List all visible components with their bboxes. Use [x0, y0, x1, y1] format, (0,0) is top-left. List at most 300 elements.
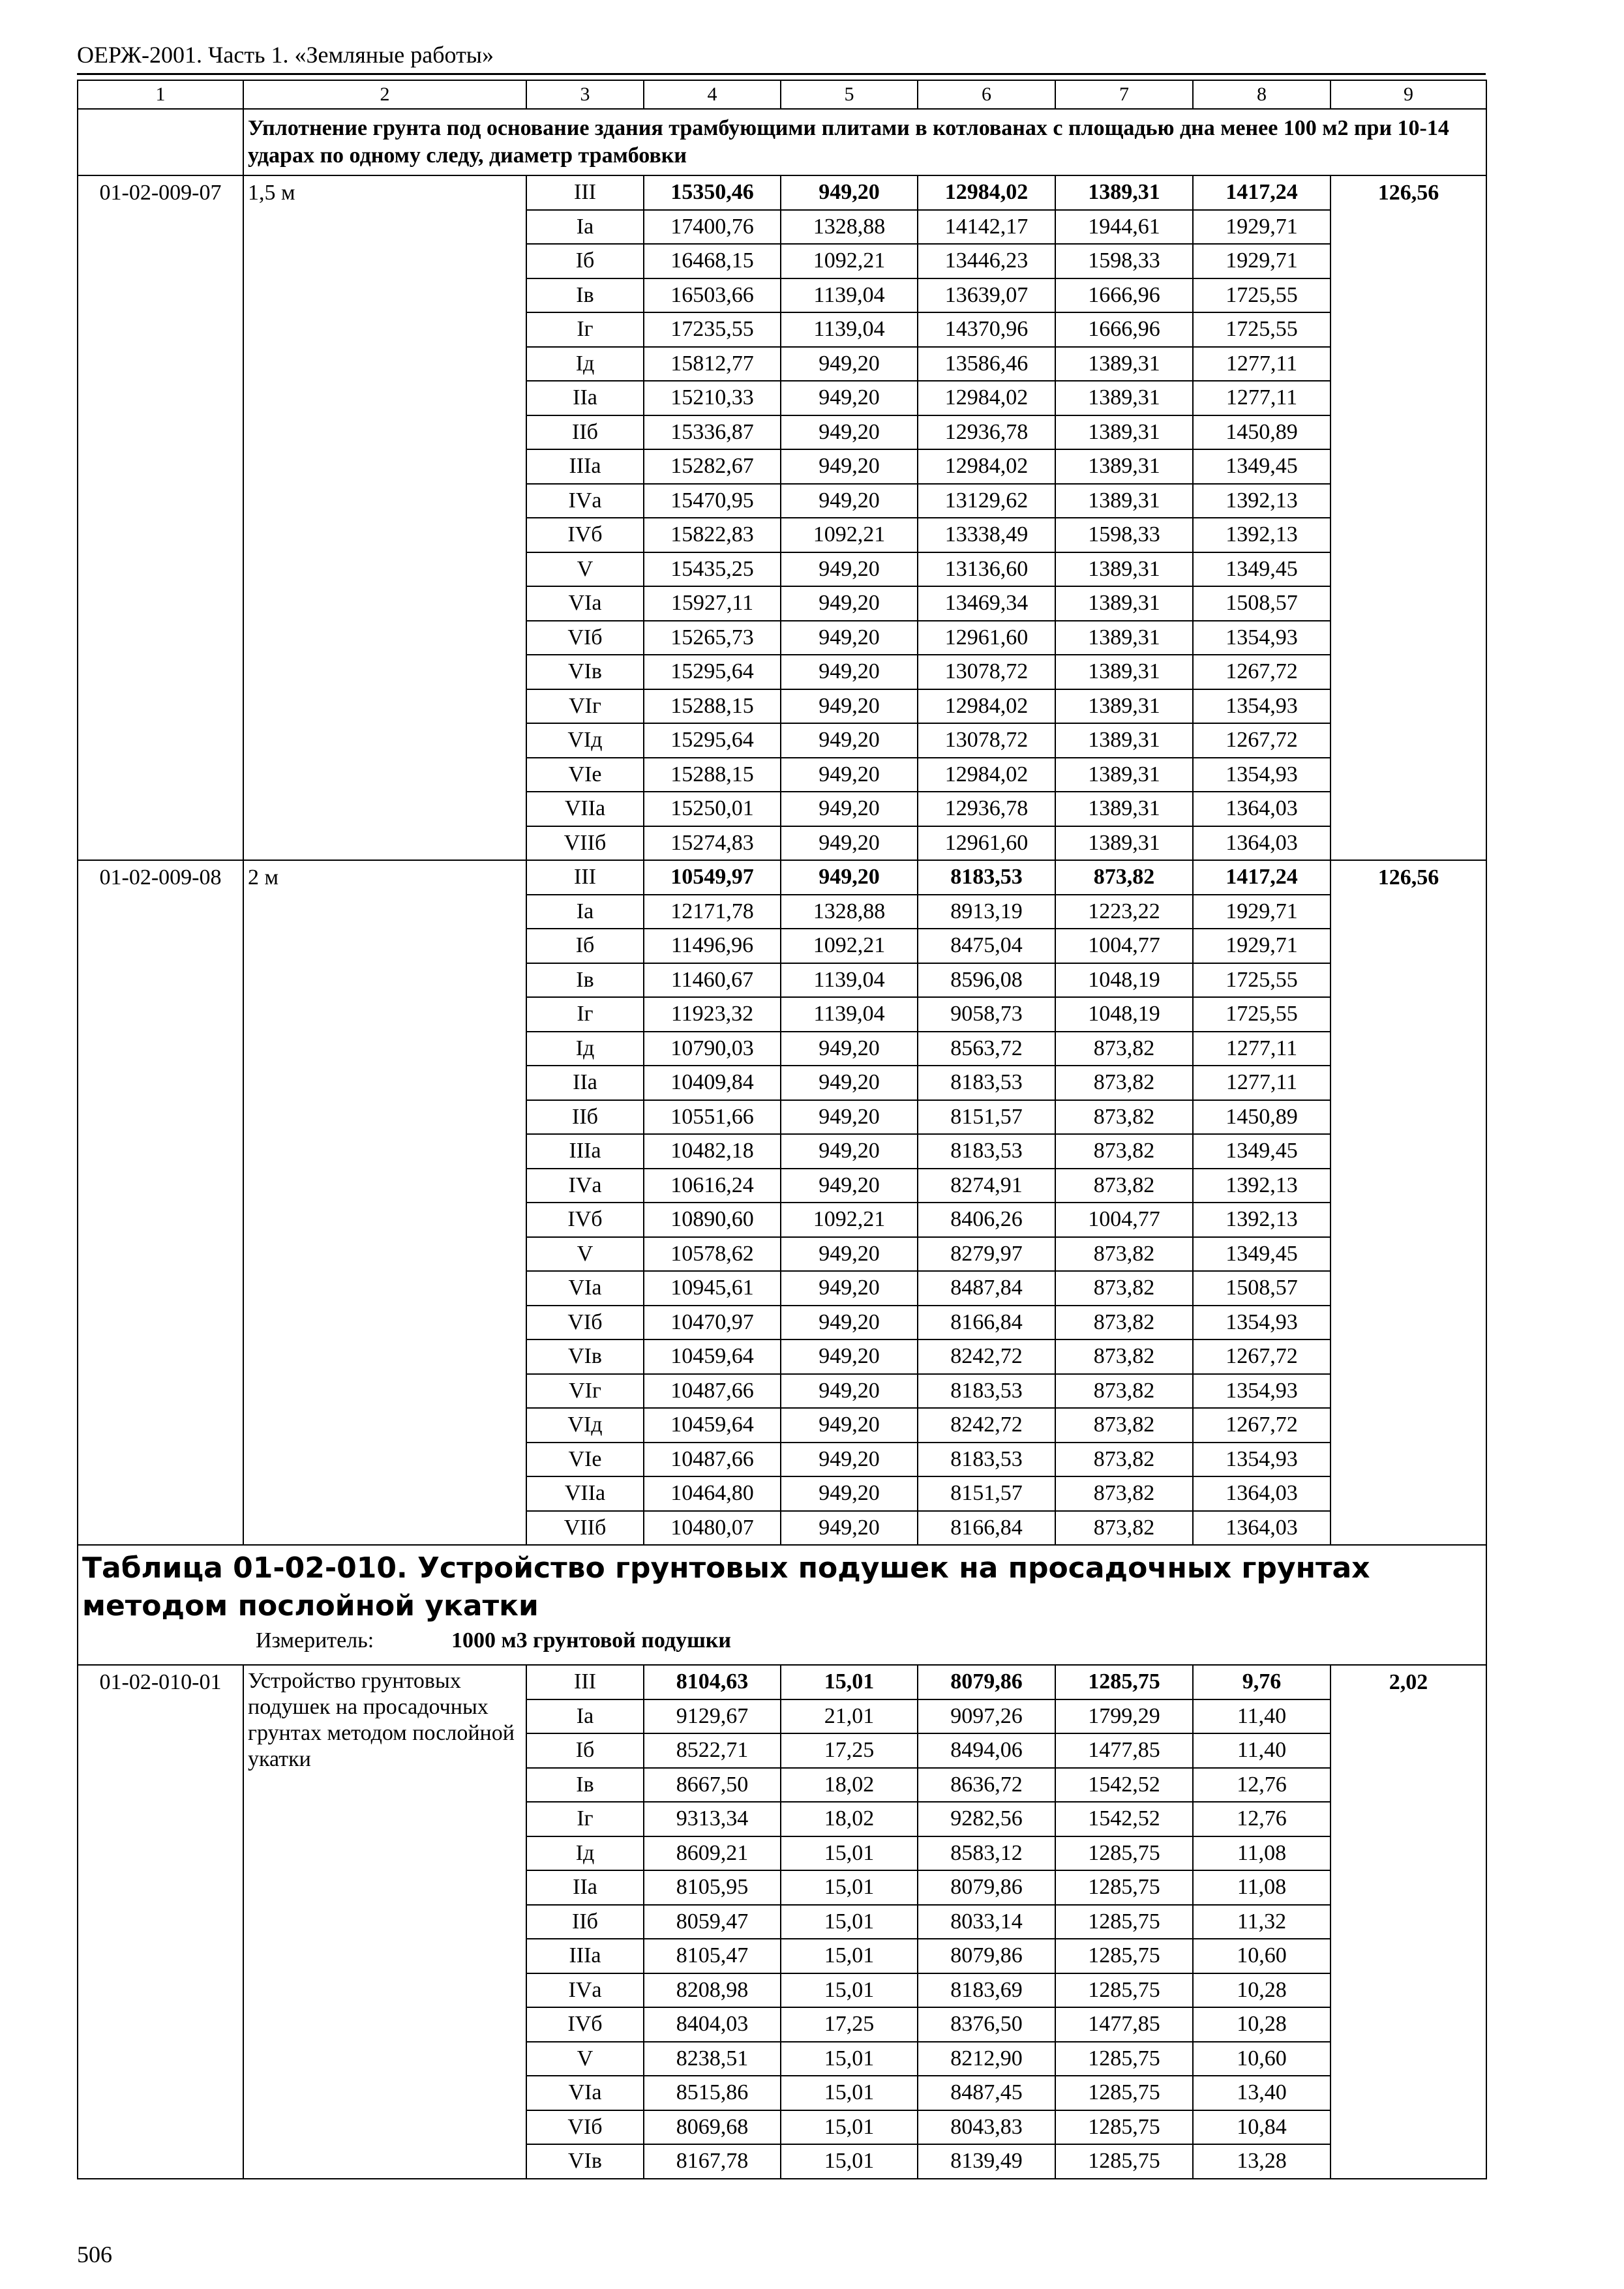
value-cell: 1285,75 — [1055, 2076, 1193, 2110]
table-title-block — [78, 1545, 1486, 1665]
zone-cell: VIIа — [526, 1476, 644, 1511]
zone-cell: V — [526, 1237, 644, 1272]
value-cell: 15282,67 — [644, 449, 781, 484]
value-cell: 949,20 — [781, 1339, 918, 1374]
value-cell: 15265,73 — [644, 621, 781, 655]
value-cell: 1929,71 — [1193, 244, 1331, 278]
zone-cell: IIа — [526, 381, 644, 415]
value-cell: 1725,55 — [1193, 312, 1331, 347]
value-cell: 15470,95 — [644, 484, 781, 518]
value-cell: 10464,80 — [644, 1476, 781, 1511]
value-cell: 17235,55 — [644, 312, 781, 347]
value-cell: 949,20 — [781, 1374, 918, 1409]
value-cell: 13,40 — [1193, 2076, 1331, 2110]
value-cell: 1542,52 — [1055, 1768, 1193, 1803]
value-cell: 10790,03 — [644, 1032, 781, 1066]
value-cell: 1364,03 — [1193, 792, 1331, 826]
column-number: 7 — [1055, 80, 1193, 109]
value-cell: 10480,07 — [644, 1511, 781, 1546]
zone-cell: VIб — [526, 2110, 644, 2145]
rate-name: Устройство грунтовых подушек на просадочных грунтах методом послойной укатки — [243, 1665, 526, 2179]
zone-cell: IIб — [526, 415, 644, 450]
value-cell: 1048,19 — [1055, 963, 1193, 998]
value-cell: 1389,31 — [1055, 175, 1193, 210]
value-cell: 873,82 — [1055, 1066, 1193, 1100]
value-cell: 16503,66 — [644, 278, 781, 313]
value-cell: 949,20 — [781, 347, 918, 382]
value-cell: 949,20 — [781, 860, 918, 895]
value-cell: 11923,32 — [644, 997, 781, 1032]
value-cell: 8183,53 — [918, 1066, 1055, 1100]
value-cell: 949,20 — [781, 1134, 918, 1169]
zone-cell: Iд — [526, 347, 644, 382]
table-row — [78, 175, 1486, 210]
measure-line — [256, 1628, 1482, 1654]
zone-cell: IIIа — [526, 1939, 644, 1973]
value-cell: 12,76 — [1193, 1802, 1331, 1836]
value-cell: 11,32 — [1193, 1905, 1331, 1939]
value-cell: 15336,87 — [644, 415, 781, 450]
value-cell: 949,20 — [781, 415, 918, 450]
value-cell: 8105,95 — [644, 1870, 781, 1905]
value-cell: 949,20 — [781, 723, 918, 758]
zone-cell: Iв — [526, 278, 644, 313]
value-cell: 8376,50 — [918, 2007, 1055, 2042]
value-cell: 949,20 — [781, 381, 918, 415]
value-cell: 1929,71 — [1193, 210, 1331, 245]
zone-cell: Iб — [526, 244, 644, 278]
value-cell: 8609,21 — [644, 1836, 781, 1871]
value-cell: 8166,84 — [918, 1306, 1055, 1340]
value-cell: 12,76 — [1193, 1768, 1331, 1803]
value-cell: 9097,26 — [918, 1699, 1055, 1734]
value-cell: 1092,21 — [781, 518, 918, 552]
value-cell: 8139,49 — [918, 2144, 1055, 2179]
zone-cell: Iв — [526, 1768, 644, 1803]
column-number: 9 — [1331, 80, 1486, 109]
value-cell: 1725,55 — [1193, 278, 1331, 313]
value-cell: 13129,62 — [918, 484, 1055, 518]
zone-cell: IIб — [526, 1100, 644, 1135]
value-cell: 1392,13 — [1193, 518, 1331, 552]
value-cell: 873,82 — [1055, 1134, 1193, 1169]
zone-cell: III — [526, 860, 644, 895]
value-cell: 1389,31 — [1055, 586, 1193, 621]
value-cell: 949,20 — [781, 1271, 918, 1306]
zone-cell: IVа — [526, 484, 644, 518]
value-cell: 8079,86 — [918, 1939, 1055, 1973]
zone-cell: IIIа — [526, 449, 644, 484]
value-cell: 11,40 — [1193, 1699, 1331, 1734]
value-cell: 1389,31 — [1055, 449, 1193, 484]
value-cell: 10487,66 — [644, 1443, 781, 1477]
value-cell: 10459,64 — [644, 1339, 781, 1374]
value-cell: 1285,75 — [1055, 2110, 1193, 2145]
value-cell: 1929,71 — [1193, 929, 1331, 963]
value-cell: 15,01 — [781, 1973, 918, 2008]
zone-cell: VIIа — [526, 792, 644, 826]
zone-cell: IIа — [526, 1066, 644, 1100]
value-cell: 17,25 — [781, 2007, 918, 2042]
value-cell: 949,20 — [781, 655, 918, 689]
value-cell: 949,20 — [781, 552, 918, 587]
value-cell: 15,01 — [781, 1870, 918, 1905]
zone-cell: VIв — [526, 655, 644, 689]
value-cell: 1392,13 — [1193, 1169, 1331, 1203]
value-cell: 15,01 — [781, 2144, 918, 2179]
zone-cell: VIIб — [526, 826, 644, 861]
column-number: 3 — [526, 80, 644, 109]
zone-cell: Iа — [526, 210, 644, 245]
zone-cell: VIа — [526, 586, 644, 621]
value-cell: 8406,26 — [918, 1203, 1055, 1237]
value-cell: 15288,15 — [644, 758, 781, 792]
measure-label: Измеритель: — [256, 1628, 374, 1653]
value-cell: 1285,75 — [1055, 1665, 1193, 1699]
value-cell: 8212,90 — [918, 2042, 1055, 2076]
value-cell: 1799,29 — [1055, 1699, 1193, 1734]
value-cell: 10482,18 — [644, 1134, 781, 1169]
value-cell: 15927,11 — [644, 586, 781, 621]
value-cell: 15288,15 — [644, 689, 781, 724]
value-cell: 8583,12 — [918, 1836, 1055, 1871]
value-cell: 11,40 — [1193, 1733, 1331, 1768]
value-cell: 10890,60 — [644, 1203, 781, 1237]
value-cell: 12984,02 — [918, 175, 1055, 210]
zone-cell: VIе — [526, 758, 644, 792]
zone-cell: VIа — [526, 1271, 644, 1306]
column-number: 2 — [243, 80, 526, 109]
value-cell: 1725,55 — [1193, 997, 1331, 1032]
value-cell: 12936,78 — [918, 792, 1055, 826]
page-header-title: ОЕРЖ-2001. Часть 1. «Земляные работы» — [77, 42, 494, 68]
value-cell: 949,20 — [781, 1443, 918, 1477]
value-cell: 1139,04 — [781, 278, 918, 313]
value-cell: 949,20 — [781, 758, 918, 792]
value-cell: 9129,67 — [644, 1699, 781, 1734]
value-cell: 873,82 — [1055, 1271, 1193, 1306]
value-cell: 873,82 — [1055, 1339, 1193, 1374]
zone-cell: VIг — [526, 689, 644, 724]
value-cell: 17,25 — [781, 1733, 918, 1768]
value-cell: 1048,19 — [1055, 997, 1193, 1032]
value-cell: 10551,66 — [644, 1100, 781, 1135]
value-cell: 1349,45 — [1193, 449, 1331, 484]
zone-cell: IIб — [526, 1905, 644, 1939]
column-number: 5 — [781, 80, 918, 109]
column-number-row — [78, 80, 1486, 109]
zone-cell: IIIа — [526, 1134, 644, 1169]
value-cell: 1285,75 — [1055, 1905, 1193, 1939]
value-cell: 15,01 — [781, 1939, 918, 1973]
value-cell: 15,01 — [781, 1665, 918, 1699]
value-cell: 10616,24 — [644, 1169, 781, 1203]
value-cell: 12984,02 — [918, 758, 1055, 792]
value-cell: 15,01 — [781, 1905, 918, 1939]
value-cell: 1598,33 — [1055, 244, 1193, 278]
value-cell: 10578,62 — [644, 1237, 781, 1272]
value-cell: 1389,31 — [1055, 689, 1193, 724]
rate-name: 1,5 м — [243, 175, 526, 860]
value-cell: 8404,03 — [644, 2007, 781, 2042]
zone-cell: IVа — [526, 1973, 644, 2008]
value-cell: 8596,08 — [918, 963, 1055, 998]
zone-cell: VIб — [526, 1306, 644, 1340]
value-cell: 873,82 — [1055, 1443, 1193, 1477]
value-cell: 873,82 — [1055, 860, 1193, 895]
value-cell: 1450,89 — [1193, 1100, 1331, 1135]
value-cell: 12936,78 — [918, 415, 1055, 450]
value-cell: 1277,11 — [1193, 381, 1331, 415]
value-cell: 21,01 — [781, 1699, 918, 1734]
value-cell: 1392,13 — [1193, 484, 1331, 518]
value-cell: 8487,84 — [918, 1271, 1055, 1306]
value-cell: 9058,73 — [918, 997, 1055, 1032]
value-cell: 8183,53 — [918, 1443, 1055, 1477]
value-cell: 1417,24 — [1193, 860, 1331, 895]
value-cell: 10,84 — [1193, 2110, 1331, 2145]
value-cell: 949,20 — [781, 1408, 918, 1443]
value-cell: 8515,86 — [644, 2076, 781, 2110]
value-cell: 1285,75 — [1055, 1836, 1193, 1871]
value-cell: 12984,02 — [918, 449, 1055, 484]
value-cell: 949,20 — [781, 1066, 918, 1100]
table-row — [78, 860, 1486, 895]
value-cell: 13078,72 — [918, 655, 1055, 689]
value-cell: 1092,21 — [781, 1203, 918, 1237]
zone-cell: Iд — [526, 1836, 644, 1871]
zone-cell: III — [526, 175, 644, 210]
zone-cell: VIв — [526, 2144, 644, 2179]
value-cell: 1285,75 — [1055, 2042, 1193, 2076]
value-cell: 8167,78 — [644, 2144, 781, 2179]
value-cell: 10,60 — [1193, 2042, 1331, 2076]
value-cell: 10,60 — [1193, 1939, 1331, 1973]
value-cell: 1542,52 — [1055, 1802, 1193, 1836]
labor-cell: 126,56 — [1331, 860, 1486, 1545]
value-cell: 1666,96 — [1055, 278, 1193, 313]
value-cell: 12984,02 — [918, 381, 1055, 415]
value-cell: 8183,53 — [918, 1134, 1055, 1169]
value-cell: 1364,03 — [1193, 1476, 1331, 1511]
value-cell: 8208,98 — [644, 1973, 781, 2008]
value-cell: 8494,06 — [918, 1733, 1055, 1768]
value-cell: 8238,51 — [644, 2042, 781, 2076]
zone-cell: Iг — [526, 312, 644, 347]
zone-cell: VIе — [526, 1443, 644, 1477]
value-cell: 8183,53 — [918, 860, 1055, 895]
zone-cell: Iв — [526, 963, 644, 998]
value-cell: 949,20 — [781, 1511, 918, 1546]
value-cell: 10487,66 — [644, 1374, 781, 1409]
zone-cell: Iб — [526, 1733, 644, 1768]
value-cell: 8043,83 — [918, 2110, 1055, 2145]
value-cell: 8166,84 — [918, 1511, 1055, 1546]
zone-cell: IVа — [526, 1169, 644, 1203]
value-cell: 1223,22 — [1055, 895, 1193, 929]
zone-cell: Iг — [526, 997, 644, 1032]
value-cell: 12961,60 — [918, 826, 1055, 861]
value-cell: 949,20 — [781, 1032, 918, 1066]
value-cell: 13078,72 — [918, 723, 1055, 758]
value-cell: 1389,31 — [1055, 826, 1193, 861]
value-cell: 15,01 — [781, 2076, 918, 2110]
value-cell: 13338,49 — [918, 518, 1055, 552]
value-cell: 12961,60 — [918, 621, 1055, 655]
value-cell: 8183,69 — [918, 1973, 1055, 2008]
zone-cell: VIв — [526, 1339, 644, 1374]
table-title: Таблица 01-02-010. Устройство грунтовых подушек на просадочных грунтах методом послойной укатки — [82, 1551, 1370, 1623]
value-cell: 8105,47 — [644, 1939, 781, 1973]
value-cell: 1285,75 — [1055, 2144, 1193, 2179]
zone-cell: VIд — [526, 723, 644, 758]
measure-value: 1000 м3 грунтовой подушки — [451, 1628, 731, 1653]
value-cell: 15,01 — [781, 2110, 918, 2145]
value-cell: 949,20 — [781, 792, 918, 826]
value-cell: 8079,86 — [918, 1870, 1055, 1905]
value-cell: 8151,57 — [918, 1476, 1055, 1511]
value-cell: 10,28 — [1193, 2007, 1331, 2042]
value-cell: 949,20 — [781, 1237, 918, 1272]
column-number: 8 — [1193, 80, 1331, 109]
value-cell: 1354,93 — [1193, 621, 1331, 655]
value-cell: 8033,14 — [918, 1905, 1055, 1939]
value-cell: 1349,45 — [1193, 552, 1331, 587]
value-cell: 15812,77 — [644, 347, 781, 382]
column-number: 6 — [918, 80, 1055, 109]
value-cell: 873,82 — [1055, 1100, 1193, 1135]
value-cell: 9,76 — [1193, 1665, 1331, 1699]
section-title-row — [78, 109, 1486, 175]
value-cell: 9313,34 — [644, 1802, 781, 1836]
value-cell: 1389,31 — [1055, 723, 1193, 758]
value-cell: 8522,71 — [644, 1733, 781, 1768]
value-cell: 11,08 — [1193, 1836, 1331, 1871]
value-cell: 12984,02 — [918, 689, 1055, 724]
value-cell: 10945,61 — [644, 1271, 781, 1306]
value-cell: 1267,72 — [1193, 655, 1331, 689]
value-cell: 8274,91 — [918, 1169, 1055, 1203]
value-cell: 1389,31 — [1055, 758, 1193, 792]
value-cell: 1092,21 — [781, 244, 918, 278]
value-cell: 1598,33 — [1055, 518, 1193, 552]
value-cell: 8242,72 — [918, 1408, 1055, 1443]
value-cell: 949,20 — [781, 175, 918, 210]
value-cell: 1389,31 — [1055, 621, 1193, 655]
value-cell: 1364,03 — [1193, 826, 1331, 861]
value-cell: 873,82 — [1055, 1169, 1193, 1203]
value-cell: 1267,72 — [1193, 1408, 1331, 1443]
value-cell: 1354,93 — [1193, 758, 1331, 792]
zone-cell: Iб — [526, 929, 644, 963]
value-cell: 15274,83 — [644, 826, 781, 861]
value-cell: 1392,13 — [1193, 1203, 1331, 1237]
value-cell: 8667,50 — [644, 1768, 781, 1803]
value-cell: 9282,56 — [918, 1802, 1055, 1836]
value-cell: 1725,55 — [1193, 963, 1331, 998]
value-cell: 8475,04 — [918, 929, 1055, 963]
section-title: Уплотнение грунта под основание здания трамбующими плитами в котлованах с площадью дна менее 100 м2 при 10-14 ударах по одному следу, диаметр трамбовки — [243, 109, 1486, 175]
value-cell: 1354,93 — [1193, 689, 1331, 724]
column-number: 1 — [78, 80, 243, 109]
value-cell: 15250,01 — [644, 792, 781, 826]
table-title-row — [78, 1545, 1486, 1665]
value-cell: 949,20 — [781, 1100, 918, 1135]
value-cell: 1285,75 — [1055, 1973, 1193, 2008]
value-cell: 1285,75 — [1055, 1939, 1193, 1973]
value-cell: 14142,17 — [918, 210, 1055, 245]
value-cell: 8563,72 — [918, 1032, 1055, 1066]
zone-cell: VIа — [526, 2076, 644, 2110]
value-cell: 1477,85 — [1055, 2007, 1193, 2042]
value-cell: 13,28 — [1193, 2144, 1331, 2179]
value-cell: 1944,61 — [1055, 210, 1193, 245]
value-cell: 1349,45 — [1193, 1134, 1331, 1169]
value-cell: 8279,97 — [918, 1237, 1055, 1272]
table-row — [78, 1665, 1486, 1699]
page-number: 506 — [77, 2241, 112, 2267]
value-cell: 873,82 — [1055, 1374, 1193, 1409]
value-cell: 1929,71 — [1193, 895, 1331, 929]
value-cell: 15295,64 — [644, 723, 781, 758]
value-cell: 873,82 — [1055, 1476, 1193, 1511]
value-cell: 11496,96 — [644, 929, 781, 963]
value-cell: 1389,31 — [1055, 552, 1193, 587]
value-cell: 11460,67 — [644, 963, 781, 998]
price-table — [77, 80, 1487, 2179]
value-cell: 949,20 — [781, 484, 918, 518]
value-cell: 1092,21 — [781, 929, 918, 963]
value-cell: 13639,07 — [918, 278, 1055, 313]
value-cell: 10459,64 — [644, 1408, 781, 1443]
zone-cell: Iг — [526, 1802, 644, 1836]
value-cell: 15822,83 — [644, 518, 781, 552]
zone-cell: VIг — [526, 1374, 644, 1409]
value-cell: 1508,57 — [1193, 586, 1331, 621]
value-cell: 13469,34 — [918, 586, 1055, 621]
value-cell: 1277,11 — [1193, 347, 1331, 382]
value-cell: 1349,45 — [1193, 1237, 1331, 1272]
value-cell: 14370,96 — [918, 312, 1055, 347]
value-cell: 1666,96 — [1055, 312, 1193, 347]
value-cell: 1328,88 — [781, 895, 918, 929]
value-cell: 1364,03 — [1193, 1511, 1331, 1546]
value-cell: 949,20 — [781, 1476, 918, 1511]
value-cell: 873,82 — [1055, 1408, 1193, 1443]
rate-code: 01-02-009-07 — [78, 175, 243, 860]
zone-cell: V — [526, 552, 644, 587]
column-number: 4 — [644, 80, 781, 109]
zone-cell: Iд — [526, 1032, 644, 1066]
value-cell: 18,02 — [781, 1802, 918, 1836]
value-cell: 1328,88 — [781, 210, 918, 245]
value-cell: 1389,31 — [1055, 415, 1193, 450]
value-cell: 949,20 — [781, 826, 918, 861]
zone-cell: VIд — [526, 1408, 644, 1443]
value-cell: 10470,97 — [644, 1306, 781, 1340]
value-cell: 13136,60 — [918, 552, 1055, 587]
value-cell: 1354,93 — [1193, 1443, 1331, 1477]
rate-code: 01-02-009-08 — [78, 860, 243, 1545]
value-cell: 873,82 — [1055, 1306, 1193, 1340]
value-cell: 1389,31 — [1055, 792, 1193, 826]
value-cell: 11,08 — [1193, 1870, 1331, 1905]
value-cell: 1389,31 — [1055, 484, 1193, 518]
value-cell: 15,01 — [781, 1836, 918, 1871]
value-cell: 15,01 — [781, 2042, 918, 2076]
value-cell: 1389,31 — [1055, 655, 1193, 689]
value-cell: 10409,84 — [644, 1066, 781, 1100]
